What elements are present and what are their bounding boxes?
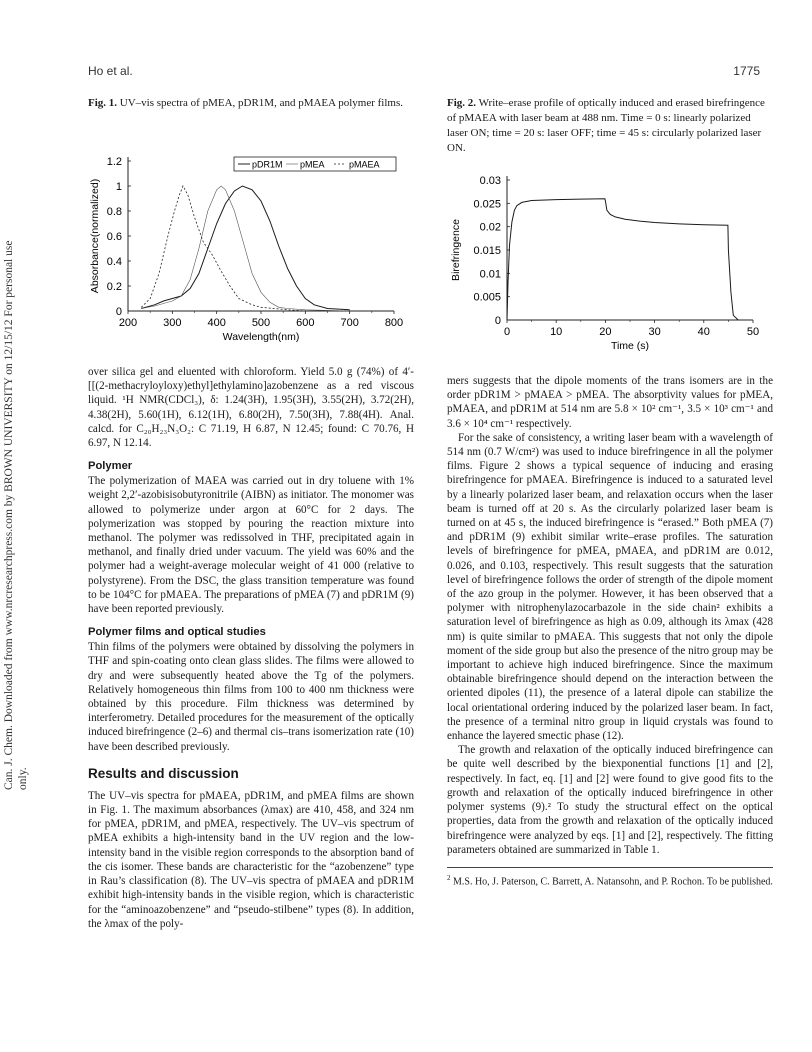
y-tick-label: 0.02	[479, 221, 501, 234]
y-tick-label: 0.2	[106, 281, 122, 293]
paragraph-growth-relaxation: The growth and relaxation of the optically induced birefringence can be quite well described by the biexponential functions [1] and [2], respectively. In fact, eq. [1] and [2] were found to give good fits to the growth and relaxation of the optically induced birefringence in other polymer systems (9).² To study the structural effect on the optical properties, data from the growth and relaxation of the optically induced birefringence were analyzed by eqs. [1] and [2], respectively. The fitting parameters obtained are summarized in Table 1.	[447, 744, 773, 856]
x-tick-label: 0	[503, 326, 511, 338]
fig2-birefringence-chart	[447, 160, 773, 366]
heading-results: Results and discussion	[88, 765, 239, 781]
x-tick-label: 40	[697, 326, 710, 338]
footnote	[447, 867, 773, 888]
page-number: 1775	[733, 64, 760, 78]
download-watermark	[2, 230, 46, 790]
x-tick-label: 10	[550, 326, 563, 338]
paragraph-polymer: The polymerization of MAEA was carried out in dry toluene with 1% weight 2,2′-azobisisobutyronitrile (AIBN) as initiator. The monomer was allowed to polymerize under argon at 60°C for 2 days. The polymerization was stopped by pouring the reaction mixture into methanol. The polymer was redissolved in THF, precipitated again in methanol, and finally dried under vacuum. The yield was 60% and the polymer had a weight-average molecular weight of 41 000 (relative to polystyrene). From the DSC, the glass transition temperature was found to be 104°C for pMAEA. The preparations of pMEA (7) and pDR1M (9) have been reported previously.	[88, 475, 414, 616]
y-tick-label: 0	[494, 315, 501, 327]
paragraph-birefringence: For the sake of consistency, a writing laser beam with a wavelength of 514 nm (0.7 W/cm²) was used to induce birefringence in all the polymer films. Figure 2 shows a typical sequence of inducing and erasing birefringence for pMAEA. Birefringence is induced to a saturated level by a linearly polarized laser beam, and relaxation occurs when the laser beam is turned off at 20 s. As the circularly polarized laser beam is turned on at 45 s, the induced birefringence is “erased.” Both pMEA (7) and pDR1M (9) exhibit similar write–erase profiles. The saturation levels of birefringence for pMEA, pMAEA, and pDR1M are 0.012, 0.026, and 0.103, respectively. This result suggests that the saturation level of birefringence follows the order of strength of the dipole moment of the azo group in the polymer. However, it has been observed that a polymer with nitrophenylazocarbazole in the side chain² exhibits a saturation level of birefringence as high as 0.09, although its λmax (428 nm) is quite similar to pMAEA. This suggests that not only the dipole moment of the side group but also the presence of the nitro group may be important to achieve high induced birefringence. Since the maximum obtainable birefringence should depend on the interaction between the oriented dipoles (11), the presence of a lateral dipole can stabilize the local orientational ordering induced by the polarized laser beam. In fact, the presence of a terminal nitro group in liquid crystals was found to enhance the layered smectic phase (12).	[447, 431, 773, 743]
running-head-authors: Ho et al.	[88, 64, 133, 78]
footnote-text: M.S. Ho, J. Paterson, C. Barrett, A. Natansohn, and P. Rochon. To be published.	[450, 876, 773, 888]
y-tick-label: 0	[115, 306, 122, 318]
x-tick-label: 600	[296, 317, 315, 329]
fig1-caption-label: Fig. 1.	[88, 97, 118, 109]
paragraph-synthesis: over silica gel and eluented with chloroform. Yield 5.0 g (74%) of 4′-[[(2-methacryloyloxy)ethyl]ethylamino]azobenzene as a red viscous liquid. ¹H NMR(CDCl₃), δ: 1.24(3H), 1.95(3H), 3.55(2H), 3.72(2H), 4.38(2H), 5.60(1H), 6.12(1H), 6.80(2H), 7.50(3H), 7.88(4H). Anal. calcd. for C₂₀H₂₃N₃O₂: C 71.19, H 6.87, N 12.45; found: C 70.76, H 6.97, N 12.14.	[88, 366, 414, 450]
x-tick-label: 800	[384, 317, 404, 329]
series-line-birefringence	[507, 199, 738, 320]
fig2-caption-text: Write–erase profile of optically induced and erased birefringence of pMAEA with laser beam at 488 nm. Time = 0 s: linearly polarized laser ON; time = 20 s: laser OFF; time = 45 s: circularly polarized laser ON.	[447, 97, 765, 154]
y-tick-label: 0.03	[479, 175, 501, 187]
footnote-mark: 2	[447, 873, 451, 882]
x-tick-label: 300	[163, 317, 182, 329]
download-notice: Can. J. Chem. Downloaded from www.nrcresearchpress.com by BROWN UNIVERSITY on 12/15/12 For personal use only.	[3, 240, 29, 790]
heading-polymer: Polymer	[88, 460, 133, 473]
x-tick-label: 20	[599, 326, 612, 338]
right-column	[447, 96, 773, 888]
x-tick-label: 50	[746, 326, 760, 338]
y-tick-label: 0.015	[473, 245, 501, 257]
y-tick-label: 0.025	[473, 198, 501, 211]
paragraph-dipole: mers suggests that the dipole moments of the trans isomers are in the order pDR1M > pMAEA > pMEA. The absorptivity values for pMEA, pMAEA, and pDR1M at 514 nm are 5.8 × 10² cm⁻¹, 3.5 × 10³ cm⁻¹ and 3.6 × 10⁴ cm⁻¹ respectively.	[447, 375, 773, 430]
paragraph-films: Thin films of the polymers were obtained by dissolving the polymers in THF and spin-coating onto clean glass slides. The films were allowed to dry and were subsequently heated above the Tg of the polymers. Relatively homogeneous thin films from 100 to 400 nm thickness were obtained by this procedure. Film thickness was determined by interferometry. Detailed procedures for the measurement of the optically induced birefringence (2–6) and thermal cis–trans isomerization rate (10) have been described previously.	[88, 641, 414, 753]
y-tick-label: 0.01	[479, 268, 501, 281]
paragraph-uv-vis: The UV–vis spectra for pMAEA, pDR1M, and pMEA films are shown in Fig. 1. The maximum absorbances (λmax) are 410, 458, and 324 nm for pMEA, pDR1M, and pMEA, respectively. The UV–vis spectrum of pMEA exhibits a high-intensity band in the UV region and the low-intensity band in the visible region corresponds to the absorption band of the cis isomer. These bands are characteristic for the “azobenzene” type in Rau’s classification (8). The UV–vis spectra of pMAEA and pDR1M exhibit high-intensity bands in the visible region, which is characteristic for the “aminoazobenzene” and “pseudo-stilbene” types (8). In addition, the λmax of the poly-	[88, 789, 414, 930]
y-tick-label: 0.4	[106, 256, 122, 268]
series-line-pdr1m	[141, 186, 349, 310]
fig1-uv-vis-chart	[88, 115, 414, 343]
fig1-caption	[88, 96, 414, 111]
fig1-caption-text: UV–vis spectra of pMEA, pDR1M, and pMAEA polymer films.	[117, 97, 404, 109]
fig2-caption	[447, 96, 773, 156]
y-tick-label: 0.6	[106, 231, 122, 243]
y-axis-label: Absorbance(normalized)	[89, 178, 101, 294]
series-line-pmaea	[141, 186, 349, 311]
heading-polymer-films: Polymer films and optical studies	[88, 626, 266, 639]
y-axis-label: Birefringence	[450, 219, 462, 281]
x-tick-label: 500	[251, 317, 271, 329]
y-tick-label: 0.8	[106, 206, 122, 218]
x-tick-label: 200	[118, 317, 138, 329]
y-tick-label: 0.005	[473, 291, 501, 304]
y-tick-label: 1.2	[106, 156, 122, 168]
series-line-pmea	[141, 186, 349, 311]
fig1-legend	[234, 157, 396, 171]
y-tick-label: 1	[115, 181, 122, 193]
x-tick-label: 400	[207, 317, 226, 329]
legend-label-pdr1m: pDR1M	[252, 159, 283, 170]
legend-label-pmea: pMEA	[300, 159, 325, 170]
x-axis-label: Wavelength(nm)	[222, 331, 300, 343]
x-tick-label: 700	[340, 317, 359, 329]
x-axis-label: Time (s)	[610, 340, 650, 352]
x-tick-label: 30	[648, 326, 661, 338]
legend-label-pmaea: pMAEA	[349, 159, 380, 170]
left-column	[88, 96, 414, 931]
fig2-caption-label: Fig. 2.	[447, 97, 477, 109]
